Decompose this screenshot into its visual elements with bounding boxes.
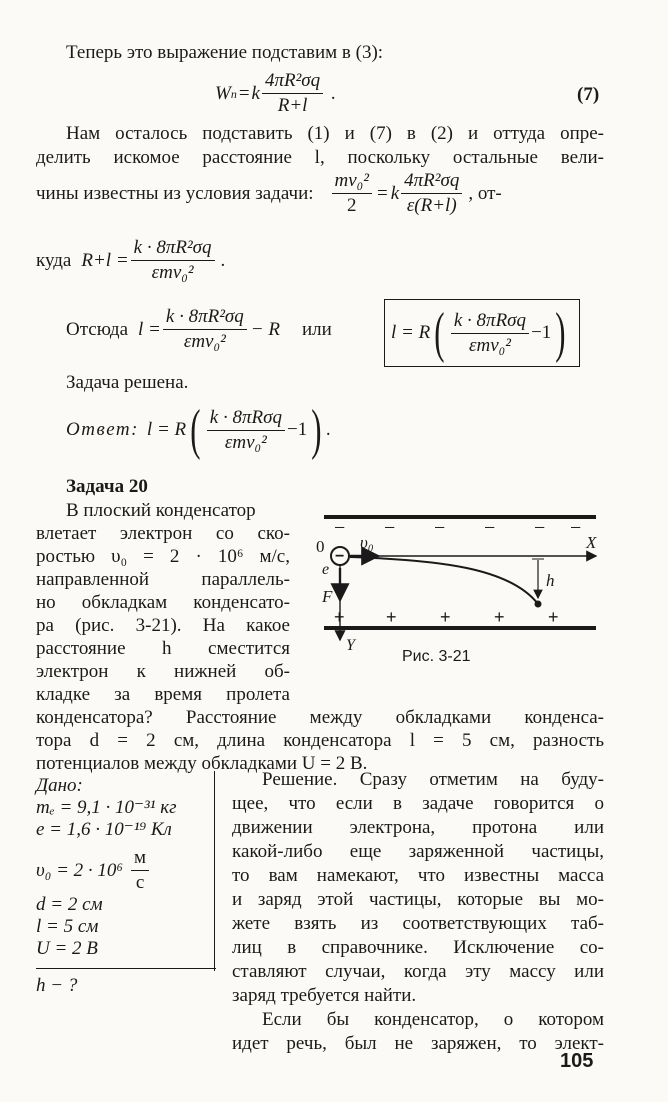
- solved-line: Задача решена.: [66, 372, 189, 393]
- otsyuda-word: Отсюда: [66, 319, 129, 340]
- given-block: [36, 771, 215, 971]
- p1-line2: делить искомое расстояние l, поскольку остальные вели-: [36, 147, 604, 168]
- p1-lhs-fraction: [332, 170, 372, 217]
- find-label: h − ?: [36, 975, 78, 996]
- given-v0-unit-den: с: [135, 872, 145, 893]
- task20-full-line-2: потенциалов между обкладками U = 2 В.: [36, 753, 368, 774]
- v0-label: υ₀: [360, 533, 374, 552]
- electron-sign: −: [335, 548, 345, 565]
- otsyuda-den: εmv₀²: [183, 331, 226, 352]
- p1-tail: , от-: [468, 183, 502, 204]
- eq7-number: (7): [577, 84, 600, 105]
- minus-sign: −: [534, 517, 546, 539]
- task20-line-2: ростью υ₀ = 2 · 10⁶ м/с,: [36, 546, 290, 567]
- box-num: k · 8πRσq: [451, 310, 529, 334]
- answer-minus: −1: [286, 419, 308, 440]
- task20-line-1: влетает электрон со ско-: [36, 523, 290, 544]
- otsyuda-num: k · 8πR²σq: [163, 306, 247, 330]
- page-number: 105: [560, 1050, 594, 1072]
- task20-line-7: электрон к нижней об-: [36, 661, 290, 682]
- solution-line: Если бы конденсатор, о котором: [262, 1009, 604, 1030]
- box-den: εmv₀²: [468, 334, 511, 356]
- answer-fraction: [207, 407, 285, 454]
- answer-equation: [66, 399, 331, 461]
- p1-eq: =: [376, 183, 388, 204]
- p1-line1: Нам осталось подставить (1) и (7) в (2) и оттуда опре-: [66, 123, 604, 144]
- task20-line-8: кладке за время пролета: [36, 684, 290, 705]
- plus-sign: +: [494, 607, 505, 627]
- y-label: Y: [346, 637, 355, 654]
- solution-line: и заряд этой частицы, которые вы мо-: [232, 889, 604, 910]
- plus-signs: [334, 607, 559, 627]
- p1-k: k: [390, 183, 400, 204]
- intro-line: Теперь это выражение подставим в (3):: [66, 42, 384, 63]
- f-label: F: [322, 587, 333, 606]
- trajectory: [350, 557, 538, 604]
- answer-den: εmv₀²: [224, 431, 267, 453]
- otsyuda-equation: [66, 306, 332, 353]
- p1-lhs-den: 2: [347, 195, 357, 216]
- answer-left-paren: (: [190, 399, 201, 461]
- boxed-result: [384, 299, 580, 367]
- task20-line-6: расстояние h сместится: [36, 638, 290, 659]
- given-divider: [36, 968, 216, 969]
- eq7-k: k: [251, 82, 260, 104]
- top-plate: [324, 515, 596, 519]
- given-v0: [36, 847, 214, 894]
- equation-7: W п = k $\frac{\text{4πR²σq}}{R+l}$ .: [215, 70, 336, 116]
- solution-line: идет речь, был не заряжен, то элект-: [232, 1033, 604, 1054]
- otsyuda-minus: − R: [250, 319, 280, 340]
- solution-line: щее, что если в задаче говорится о: [232, 793, 604, 814]
- kuda-word: куда: [36, 250, 72, 271]
- p1-rhs-num: 4πR²σq: [401, 170, 462, 194]
- kuda-dot: .: [220, 250, 226, 271]
- plus-sign: +: [334, 607, 345, 627]
- figure-caption: Рис. 3-21: [402, 648, 471, 665]
- task20-title: Задача 20: [66, 476, 148, 497]
- origin-label: 0: [316, 537, 325, 556]
- eq7-fraction: [262, 70, 323, 117]
- solution-line: движении электрона, протона или: [232, 817, 604, 838]
- answer-end: .: [325, 419, 331, 440]
- solution-line: жете взять из соответствующих таб-: [232, 913, 604, 934]
- plus-sign: +: [440, 607, 451, 627]
- h-label: h: [546, 571, 555, 590]
- solution-line: то вам намекают, что известны масса: [232, 865, 604, 886]
- task20-full-line-0: конденсатора? Расстояние между обкладками конденса-: [36, 707, 604, 728]
- p1-lhs-num: mv₀²: [332, 170, 372, 194]
- task20-line-0: В плоский конденсатор: [66, 500, 256, 521]
- minus-sign: −: [434, 517, 446, 539]
- eq7-lhs: W: [215, 82, 231, 104]
- minus-sign: −: [334, 517, 346, 539]
- task20-line-4: но обкладкам конденсато-: [36, 592, 290, 613]
- box-right-paren: ): [555, 302, 566, 364]
- minus-sign: −: [484, 517, 496, 539]
- solution-line: какой-либо еще заряженной частицы,: [232, 841, 604, 862]
- given-v0-unit: [131, 847, 149, 894]
- solution-line: Решение. Сразу отметим на буду-: [262, 769, 604, 790]
- given-item: U = 2 В: [36, 938, 98, 959]
- end-point: [535, 601, 542, 608]
- minus-sign: −: [384, 517, 396, 539]
- given-v0-lhs: υ₀ = 2 · 10⁶: [36, 859, 124, 881]
- solution-line: ставляют случаи, когда эту массу или: [232, 961, 604, 982]
- solution-line: заряд требуется найти.: [232, 985, 417, 1006]
- minus-sign: −: [570, 517, 582, 539]
- answer-num: k · 8πRσq: [207, 407, 285, 431]
- given-item: d = 2 см: [36, 894, 103, 915]
- kuda-lhs: R+l =: [81, 250, 129, 271]
- plus-sign: +: [386, 607, 397, 627]
- box-lhs: l = R: [391, 322, 431, 343]
- kuda-equation: [36, 237, 225, 284]
- otsyuda-lhs: l =: [138, 319, 161, 340]
- kuda-den: εmv₀²: [151, 262, 194, 283]
- e-label: e: [322, 561, 330, 578]
- task20-line-5: ра (рис. 3-21). На какое: [36, 615, 290, 636]
- x-label: X: [586, 533, 597, 552]
- answer-right-paren: ): [311, 399, 322, 461]
- box-fraction: [451, 310, 529, 357]
- p1-line3: [36, 170, 502, 217]
- given-title: Дано:: [36, 775, 83, 796]
- otsyuda-fraction: [163, 306, 247, 353]
- eq7-den: R+l: [277, 95, 308, 116]
- p1-line3-text: чины известны из условия задачи:: [36, 183, 314, 204]
- task20-line-3: направленной параллель-: [36, 569, 290, 590]
- otsyuda-or: или: [301, 319, 332, 340]
- eq7-eq: =: [238, 82, 250, 104]
- given-item: mₑ = 9,1 · 10⁻³¹ кг: [36, 797, 177, 818]
- task20-full-line-1: тора d = 2 см, длина конденсатора l = 5 см, разность: [36, 730, 604, 751]
- p1-rhs-den: ε(R+l): [406, 195, 457, 216]
- answer-label: Ответ:: [66, 419, 139, 440]
- given-v0-unit-num: м: [131, 847, 149, 871]
- kuda-num: k · 8πR²σq: [131, 237, 215, 261]
- plus-sign: +: [548, 607, 559, 627]
- given-item: e = 1,6 · 10⁻¹⁹ Кл: [36, 819, 172, 840]
- eq7-dot: .: [331, 82, 336, 104]
- given-item: l = 5 см: [36, 916, 99, 937]
- eq7-num: 4πR²σq: [262, 70, 323, 94]
- solution-line: лиц в справочнике. Исключение со-: [232, 937, 604, 958]
- answer-lhs: l = R: [146, 419, 187, 440]
- kuda-fraction: [131, 237, 215, 284]
- box-left-paren: (: [434, 302, 445, 364]
- p1-rhs-fraction: [401, 170, 462, 217]
- box-minus: −1: [531, 322, 552, 343]
